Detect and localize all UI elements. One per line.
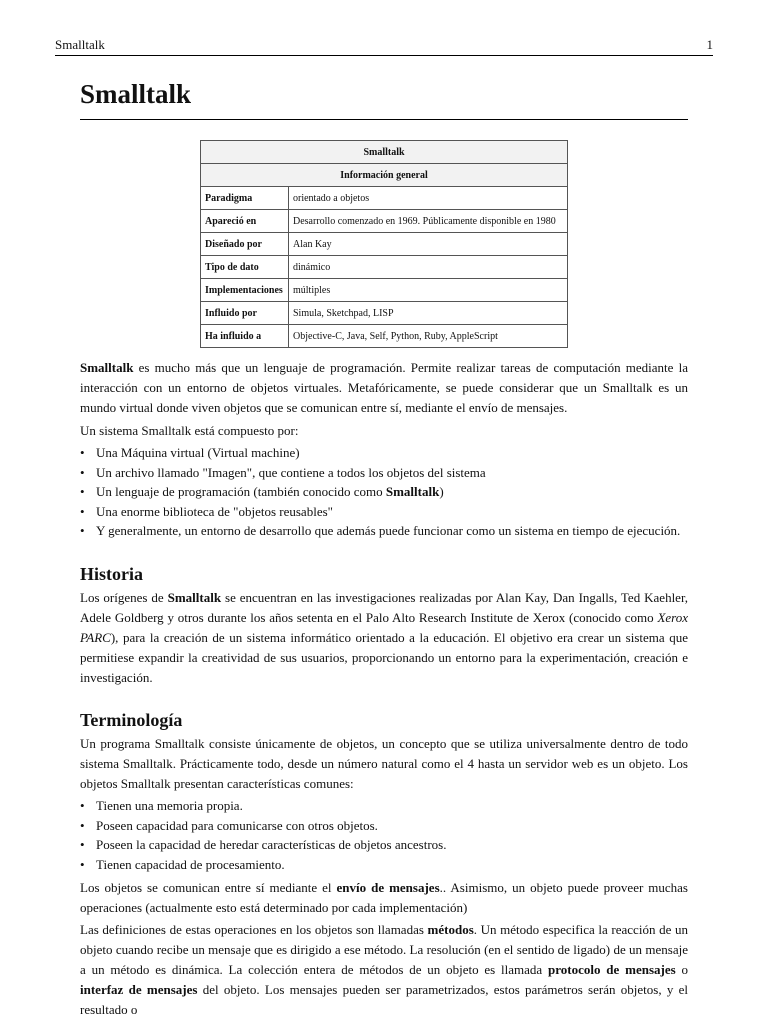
messages-bold-term: envío de mensajes	[336, 880, 440, 895]
running-header-title: Smalltalk	[55, 37, 105, 52]
historia-bold-term: Smalltalk	[167, 590, 222, 605]
list-item: • Tienen capacidad de procesamiento.	[80, 855, 688, 875]
infobox-label: Influido por	[201, 302, 289, 325]
messages-paragraph	[80, 878, 688, 918]
infobox-row	[201, 279, 568, 302]
list-item: • Y generalmente, un entorno de desarrollo que además puede funcionar como un sistema en tiempo de ejecución.	[80, 521, 688, 541]
historia-text: ), para la creación de un sistema informático orientado a la educación. El objetivo era crear un sistema que permitiese expandir la creatividad de sus usuarios, proporcionando un entorno para la experimentación, creación e investigación.	[80, 630, 688, 685]
components-lead-text: Un sistema Smalltalk está compuesto por:	[80, 423, 299, 438]
features-list	[80, 796, 688, 874]
infobox-label: Tipo de dato	[201, 256, 289, 279]
intro-bold-term: Smalltalk	[80, 360, 134, 375]
historia-italic-term: Xerox PARC	[80, 610, 688, 645]
running-header	[55, 37, 713, 56]
infobox-label: Apareció en	[201, 210, 289, 233]
terminologia-paragraph	[80, 734, 688, 794]
methods-bold-term: métodos	[427, 922, 474, 937]
infobox-label: Ha influido a	[201, 325, 289, 348]
methods-paragraph	[80, 920, 688, 1020]
components-lead	[80, 421, 688, 441]
page-title: Smalltalk	[80, 78, 688, 120]
infobox-label: Diseñado por	[201, 233, 289, 256]
list-item: • Poseen capacidad para comunicarse con otros objetos.	[80, 816, 688, 836]
components-list	[80, 443, 688, 541]
intro-paragraph	[80, 358, 688, 418]
list-item: • Tienen una memoria propia.	[80, 796, 688, 816]
infobox-name: Smalltalk	[201, 141, 568, 164]
methods-text: Las definiciones de estas operaciones en los objetos son llamadas	[80, 922, 428, 937]
page-number: 1	[706, 37, 713, 52]
list-item-text: Un lenguaje de programación (también conocido como	[96, 484, 386, 500]
section-heading-historia: Historia	[80, 564, 143, 584]
infobox-value: dinámico	[289, 256, 568, 279]
historia-text: se encuentran en las investigaciones realizadas por Alan Kay, Dan Ingalls, Ted Kaehler, Adele Goldberg y otros durante los años setenta en el Palo Alto Research Institute de Xerox (conocido como	[80, 590, 689, 625]
list-item	[80, 482, 688, 502]
infobox-row	[201, 210, 568, 233]
methods-bold-term: protocolo de mensajes	[548, 962, 676, 977]
messages-text: .. Asimismo, un objeto puede proveer muchas operaciones (actualmente esto está determinado por cada implementación)	[80, 880, 688, 915]
infobox-table	[200, 140, 568, 348]
infobox-section-heading: Información general	[201, 164, 568, 187]
list-item: • Poseen la capacidad de heredar características de objetos ancestros.	[80, 835, 688, 855]
infobox-row	[201, 325, 568, 348]
list-item: • Una enorme biblioteca de "objetos reusables"	[80, 502, 688, 522]
infobox-value: múltiples	[289, 279, 568, 302]
terminologia-text: Un programa Smalltalk consiste únicamente de objetos, un concepto que se utiliza universalmente dentro de todo sistema Smalltalk. Prácticamente todo, desde un número natural como el 4 hasta un servidor web es un objeto. Los objetos Smalltalk presentan características comunes:	[80, 736, 688, 791]
methods-text: o	[675, 962, 688, 977]
section-heading-terminologia: Terminología	[80, 710, 183, 730]
infobox-row	[201, 256, 568, 279]
list-item: • Una Máquina virtual (Virtual machine)	[80, 443, 688, 463]
infobox-value: Desarrollo comenzado en 1969. Públicamente disponible en 1980	[289, 210, 568, 233]
list-item-bold: Smalltalk	[385, 484, 440, 500]
infobox-label: Paradigma	[201, 187, 289, 210]
methods-text: del objeto. Los mensajes pueden ser parametrizados, estos parámetros serán objetos, y el resultado o	[80, 982, 689, 1017]
methods-text: . Un método especifica la reacción de un objeto cuando recibe un mensaje que es dirigido a ese método. La resolución (en el sentido de ligado) de un mensaje a un método es dinámica. La colección entera de métodos de un objeto es llamada	[80, 922, 688, 977]
infobox-value: Simula, Sketchpad, LISP	[289, 302, 568, 325]
infobox-row	[201, 187, 568, 210]
infobox-row	[201, 302, 568, 325]
infobox-value: Objective-C, Java, Self, Python, Ruby, AppleScript	[289, 325, 568, 348]
intro-text: es mucho más que un lenguaje de programación. Permite realizar tareas de computación mediante la interacción con un entorno de objetos virtuales. Metafóricamente, se puede considerar que un Smalltalk es un mundo virtual donde viven objetos que se comunican entre sí, mediante el envío de mensajes.	[80, 360, 688, 415]
list-item-close: )	[439, 484, 444, 500]
historia-text: Los orígenes de	[80, 590, 168, 605]
infobox-label: Implementaciones	[201, 279, 289, 302]
messages-text: Los objetos se comunican entre sí mediante el	[80, 880, 337, 895]
methods-bold-term: interfaz de mensajes	[80, 982, 198, 997]
infobox-value: Alan Kay	[289, 233, 568, 256]
infobox-row	[201, 233, 568, 256]
infobox-value: orientado a objetos	[289, 187, 568, 210]
historia-paragraph	[80, 588, 688, 688]
list-item: • Un archivo llamado "Imagen", que contiene a todos los objetos del sistema	[80, 463, 688, 483]
